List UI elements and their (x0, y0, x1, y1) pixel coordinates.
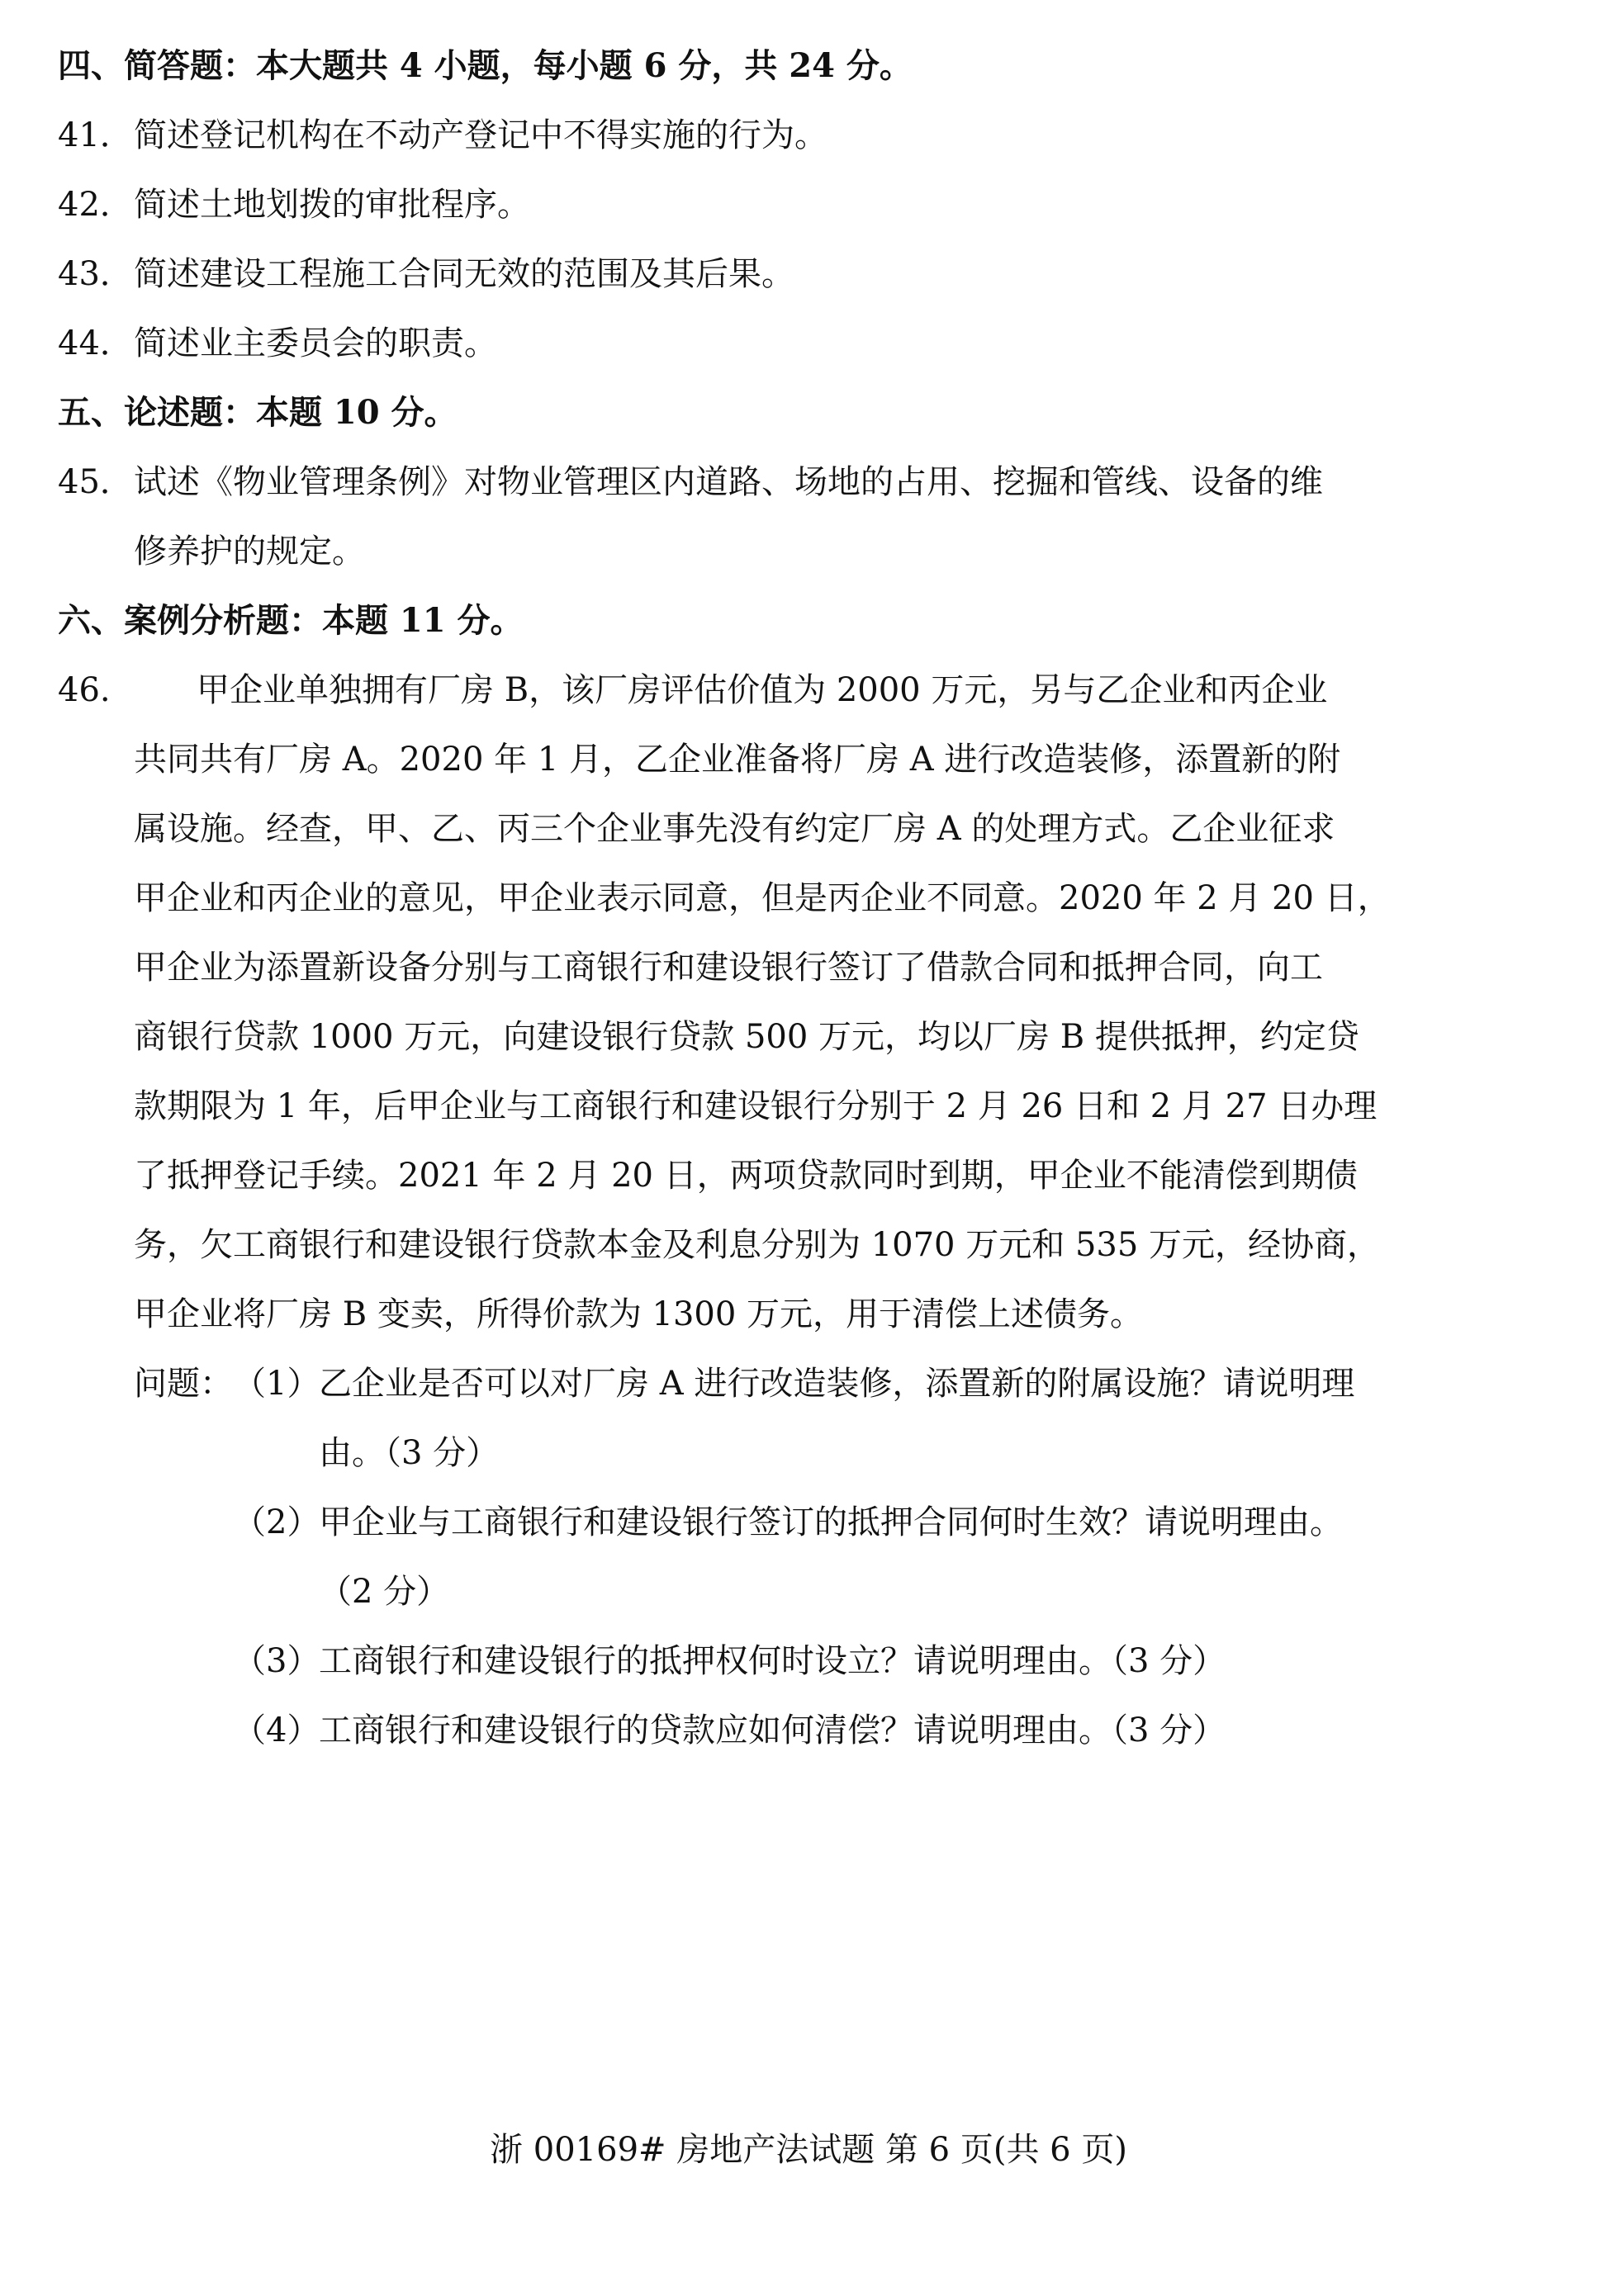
sub-question-2-line-2: （2 分） (319, 1573, 450, 1611)
question-number-46: 46. (58, 671, 111, 709)
sub-question-4-line-1: 工商银行和建设银行的贷款应如何清偿？请说明理由。（3 分） (319, 1711, 1226, 1749)
sub-question-3-line-1: 工商银行和建设银行的抵押权何时设立？请说明理由。（3 分） (319, 1642, 1226, 1680)
question-text-42: 简述土地划拨的审批程序。 (134, 186, 530, 224)
case-text-line-9: 务，欠工商银行和建设银行贷款本金及利息分别为 1070 万元和 535 万元，经协商， (134, 1226, 1381, 1264)
case-text-line-6: 商银行贷款 1000 万元，向建设银行贷款 500 万元，均以厂房 B 提供抵押，约定贷 (134, 1018, 1359, 1056)
question-number-44: 44． (58, 324, 133, 362)
sub-question-number-2: （2） (233, 1503, 320, 1541)
case-text-line-8: 了抵押登记手续。2021 年 2 月 20 日，两项贷款同时到期，甲企业不能清偿到期债 (134, 1157, 1358, 1195)
page-footer: 浙 00169# 房地产法试题 第 6 页(共 6 页) (490, 2131, 1127, 2169)
section-heading-essay: 五、论述题：本题 10 分。 (58, 393, 458, 432)
case-text-line-5: 甲企业为添置新设备分别与工商银行和建设银行签订了借款合同和抵押合同，向工 (134, 949, 1323, 987)
sub-question-number-4: （4） (233, 1711, 320, 1749)
sub-question-number-3: （3） (233, 1642, 320, 1680)
case-text-line-1: 甲企业单独拥有厂房 B，该厂房评估价值为 2000 万元，另与乙企业和丙企业 (197, 671, 1328, 709)
question-text-45-line-1: 试述《物业管理条例》对物业管理区内道路、场地的占用、挖掘和管线、设备的维 (134, 463, 1323, 501)
question-number-42: 42． (58, 186, 133, 224)
case-text-line-4: 甲企业和丙企业的意见，甲企业表示同意，但是丙企业不同意。2020 年 2 月 20 日， (134, 879, 1391, 917)
sub-question-number-1: （1） (233, 1365, 320, 1403)
question-text-41: 简述登记机构在不动产登记中不得实施的行为。 (134, 116, 827, 154)
question-text-45-line-2: 修养护的规定。 (134, 533, 365, 570)
section-heading-case-analysis: 六、案例分析题：本题 11 分。 (58, 601, 524, 640)
sub-question-2-line-1: 甲企业与工商银行和建设银行签订的抵押合同何时生效？请说明理由。 (319, 1503, 1343, 1541)
case-text-line-7: 款期限为 1 年，后甲企业与工商银行和建设银行分别于 2 月 26 日和 2 月 27 日办理 (134, 1087, 1378, 1125)
sub-questions-label: 问题： (134, 1365, 233, 1403)
question-number-43: 43． (58, 255, 133, 293)
question-number-45: 45． (58, 463, 133, 501)
case-text-line-10: 甲企业将厂房 B 变卖，所得价款为 1300 万元，用于清偿上述债务。 (134, 1295, 1144, 1333)
section-heading-short-answer: 四、简答题：本大题共 4 小题，每小题 6 分，共 24 分。 (58, 46, 913, 85)
question-number-41: 41． (58, 116, 133, 154)
case-text-line-2: 共同共有厂房 A。2020 年 1 月，乙企业准备将厂房 A 进行改造装修，添置新的附 (134, 741, 1341, 779)
sub-question-1-line-2: 由。（3 分） (319, 1434, 500, 1472)
case-text-line-3: 属设施。经查，甲、乙、丙三个企业事先没有约定厂房 A 的处理方式。乙企业征求 (134, 810, 1335, 848)
question-text-44: 简述业主委员会的职责。 (134, 324, 497, 362)
sub-question-1-line-1: 乙企业是否可以对厂房 A 进行改造装修，添置新的附属设施？请说明理 (319, 1365, 1355, 1403)
question-text-43: 简述建设工程施工合同无效的范围及其后果。 (134, 255, 794, 293)
